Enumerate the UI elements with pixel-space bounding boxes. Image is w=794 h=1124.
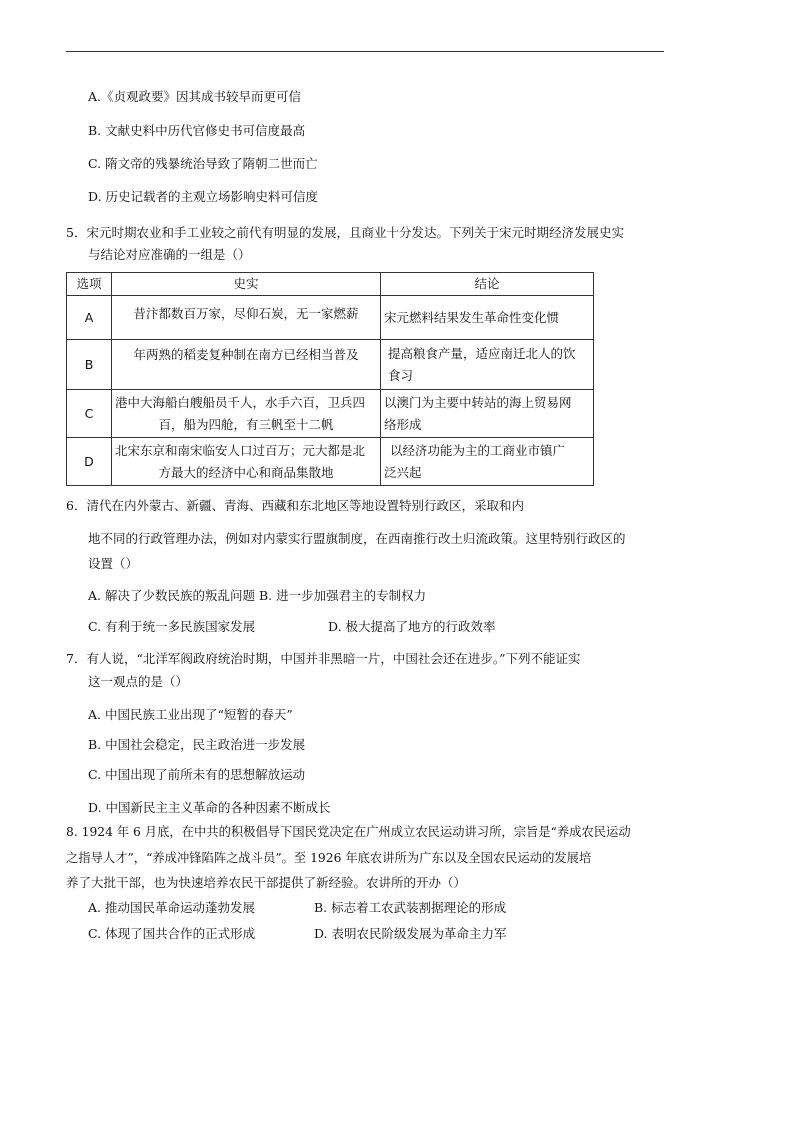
q6-stem-line3: 设置（） (88, 556, 139, 571)
row-option: A (67, 296, 112, 340)
conclusion-line: 以经济功能为主的工商业市镇广 (390, 442, 566, 458)
table-row (67, 296, 594, 340)
q5-table (66, 272, 594, 486)
table-row (67, 340, 594, 390)
q5-table-header (67, 273, 594, 296)
row-conclusion (381, 390, 594, 438)
q4-option-a[interactable]: A.《贞观政要》因其成书较早而更可信 (88, 89, 302, 104)
q8-option-d[interactable]: D. 表明农民阶级发展为革命主力军 (314, 926, 507, 941)
q8-option-c[interactable]: C. 体现了国共合作的正式形成 (88, 926, 256, 941)
row-fact (112, 340, 381, 390)
row-option: D (67, 438, 112, 486)
q5-stem-line1: 5．宋元时期农业和手工业较之前代有明显的发展，且商业十分发达。下列关于宋元时期经济发展史实 (66, 225, 624, 240)
q8-option-b[interactable]: B. 标志着工农武装割据理论的形成 (314, 900, 507, 915)
row-fact (112, 390, 381, 438)
conclusion-line: 泛兴起 (384, 464, 422, 480)
q5-stem-line2: 与结论对应准确的一组是（） (88, 247, 251, 262)
header-fact: 史实 (112, 273, 381, 296)
header-rule (66, 51, 664, 52)
q8-stem-line1: 8. 1924 年 6 月底，在中共的积极倡导下国民党决定在广州成立农民运动讲习所，宗旨是“养成农民运动 (66, 825, 631, 839)
q6-option-d[interactable]: D. 极大提高了地方的行政效率 (328, 619, 496, 634)
header-conclusion: 结论 (381, 273, 594, 296)
row-option: C (67, 390, 112, 438)
row-option: B (67, 340, 112, 390)
conclusion-line: 宋元燃料结果发生革命性变化惯 (384, 309, 560, 325)
conclusion-line: 络形成 (384, 416, 422, 432)
q7-option-b[interactable]: B. 中国社会稳定，民主政治进一步发展 (88, 737, 306, 752)
q7-option-a[interactable]: A. 中国民族工业出现了“短暂的春天” (88, 707, 293, 722)
q7-stem-line1: 7．有人说，“北洋军阀政府统治时期，中国并非黑暗一片，中国社会还在进步。”下列不能证实 (66, 651, 581, 666)
q4-option-d[interactable]: D. 历史记载者的主观立场影响史料可信度 (88, 189, 319, 204)
q7-option-c[interactable]: C. 中国出现了前所未有的思想解放运动 (88, 767, 306, 782)
fact-line: 方最大的经济中心和商品集散地 (158, 464, 334, 480)
fact-line: 北宋东京和南宋临安人口过百万；元大都是北 (115, 442, 366, 458)
fact-line: 百，船为四舱，有三帆至十二帆 (158, 416, 334, 432)
row-fact (112, 296, 381, 340)
conclusion-line: 食习 (388, 367, 414, 383)
q4-option-b[interactable]: B. 文献史料中历代官修史书可信度最高 (88, 123, 306, 138)
table-row (67, 438, 594, 486)
fact-line: 港中大海船白艘船员千人，水手六百，卫兵四 (115, 394, 366, 410)
q8-stem-line2: 之指导人才”，“养成冲锋陷阵之战斗员”。至 1926 年底农讲所为广东以及全国农民运动的发展培 (66, 851, 592, 865)
q6-option-ab[interactable]: A. 解决了少数民族的叛乱问题 B. 进一步加强君主的专制权力 (88, 588, 427, 603)
q8-stem-line3: 养了大批干部，也为快速培养农民干部提供了新经验。农讲所的开办（） (66, 875, 467, 890)
q6-stem-line1: 6．清代在内外蒙古、新疆、青海、西藏和东北地区等地设置特别行政区，采取和内 (66, 498, 524, 513)
table-row (67, 390, 594, 438)
fact-line: 年两熟的稻麦复种制在南方已经相当普及 (133, 346, 359, 362)
q4-option-c[interactable]: C. 隋文帝的残暴统治导致了隋朝二世而亡 (88, 156, 318, 171)
fact-line: 昔汴都数百万家，尽仰石炭，无一家燃薪 (133, 305, 359, 321)
q7-stem-line2: 这一观点的是（） (88, 674, 189, 689)
row-conclusion (381, 340, 594, 390)
conclusion-line: 提高粮食产量，适应南迁北人的饮 (388, 345, 576, 361)
row-conclusion (381, 438, 594, 486)
row-fact (112, 438, 381, 486)
conclusion-line: 以澳门为主要中转站的海上贸易网 (384, 394, 572, 410)
q6-stem-line2: 地不同的行政管理办法，例如对内蒙实行盟旗制度，在西南推行改土归流政策。这里特别行政区的 (88, 531, 626, 546)
q7-option-d[interactable]: D. 中国新民主主义革命的各种因素不断成长 (88, 800, 331, 815)
header-option: 选项 (67, 273, 112, 296)
q6-option-c[interactable]: C. 有利于统一多民族国家发展 (88, 619, 256, 634)
q8-option-a[interactable]: A. 推动国民革命运动蓬勃发展 (88, 900, 255, 915)
row-conclusion (381, 296, 594, 340)
